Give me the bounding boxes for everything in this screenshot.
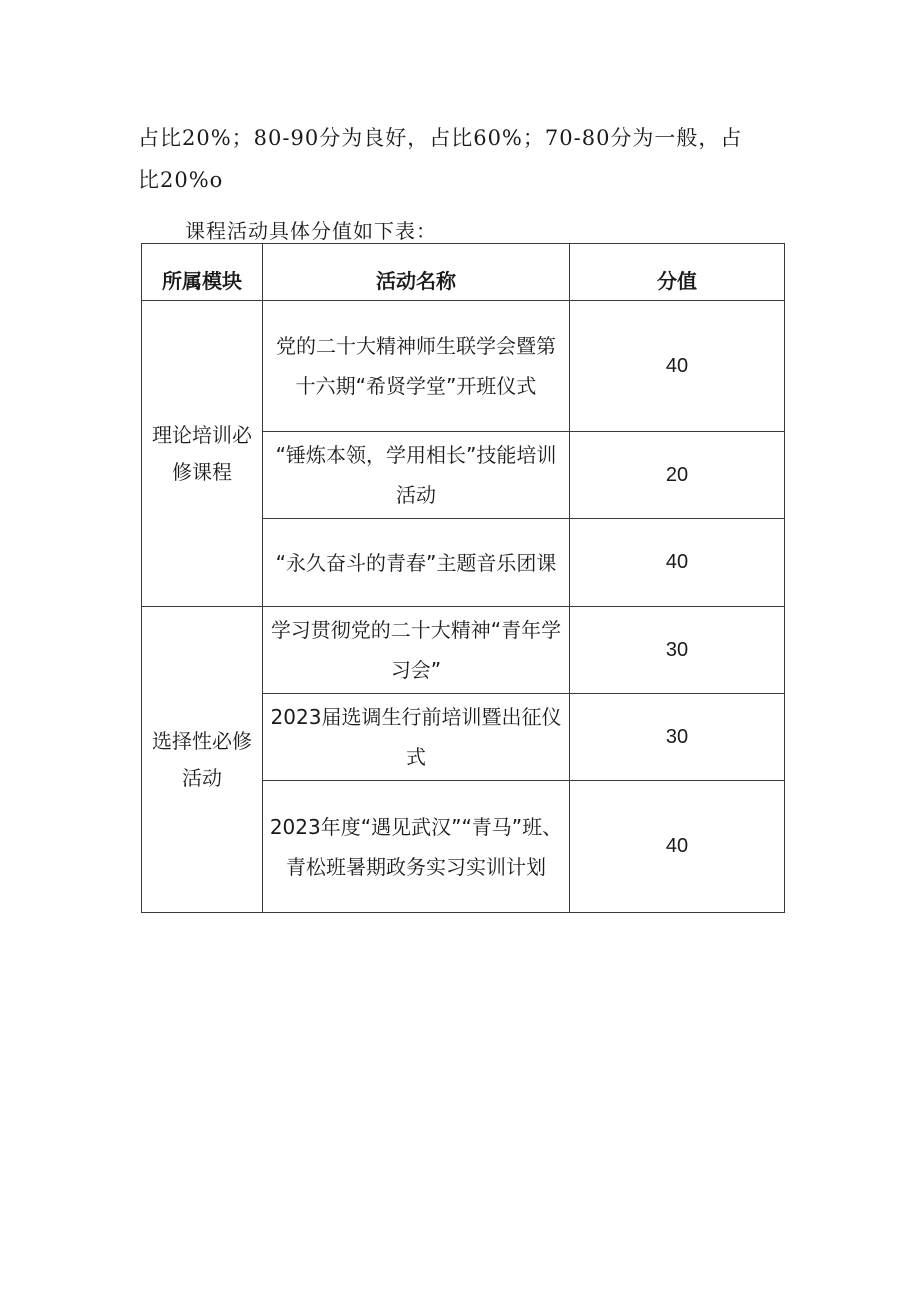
activity-name-cell: “永久奋斗的青春”主题音乐团课 bbox=[263, 519, 570, 607]
score-cell: 20 bbox=[570, 432, 785, 519]
activity-name-cell: 2023年度“遇见武汉”“青马”班、青松班暑期政务实习实训计划 bbox=[263, 781, 570, 913]
score-cell: 30 bbox=[570, 607, 785, 694]
table-intro: 课程活动具体分值如下表： bbox=[185, 219, 437, 243]
activity-name-cell: 党的二十大精神师生联学会暨第十六期“希贤学堂”开班仪式 bbox=[263, 301, 570, 432]
table-row bbox=[142, 301, 785, 432]
score-cell: 40 bbox=[570, 519, 785, 607]
module-cell: 选择性必修活动 bbox=[142, 607, 263, 913]
activity-score-table bbox=[141, 243, 785, 913]
paragraph-line-2: 比20%o bbox=[138, 168, 224, 192]
module-cell: 理论培训必修课程 bbox=[142, 301, 263, 607]
header-score: 分值 bbox=[570, 244, 785, 301]
paragraph-line-1: 占比20%；80-90分为良好，占比60%；70-80分为一般，占 bbox=[138, 126, 743, 150]
header-activity-name: 活动名称 bbox=[263, 244, 570, 301]
score-cell: 40 bbox=[570, 781, 785, 913]
activity-name-cell: 学习贯彻党的二十大精神“青年学习会” bbox=[263, 607, 570, 694]
table-header-row bbox=[142, 244, 785, 301]
header-module: 所属模块 bbox=[142, 244, 263, 301]
score-cell: 40 bbox=[570, 301, 785, 432]
score-cell: 30 bbox=[570, 694, 785, 781]
activity-name-cell: “锤炼本领，学用相长”技能培训活动 bbox=[263, 432, 570, 519]
activity-name-cell: 2023届选调生行前培训暨出征仪式 bbox=[263, 694, 570, 781]
table-row bbox=[142, 607, 785, 694]
